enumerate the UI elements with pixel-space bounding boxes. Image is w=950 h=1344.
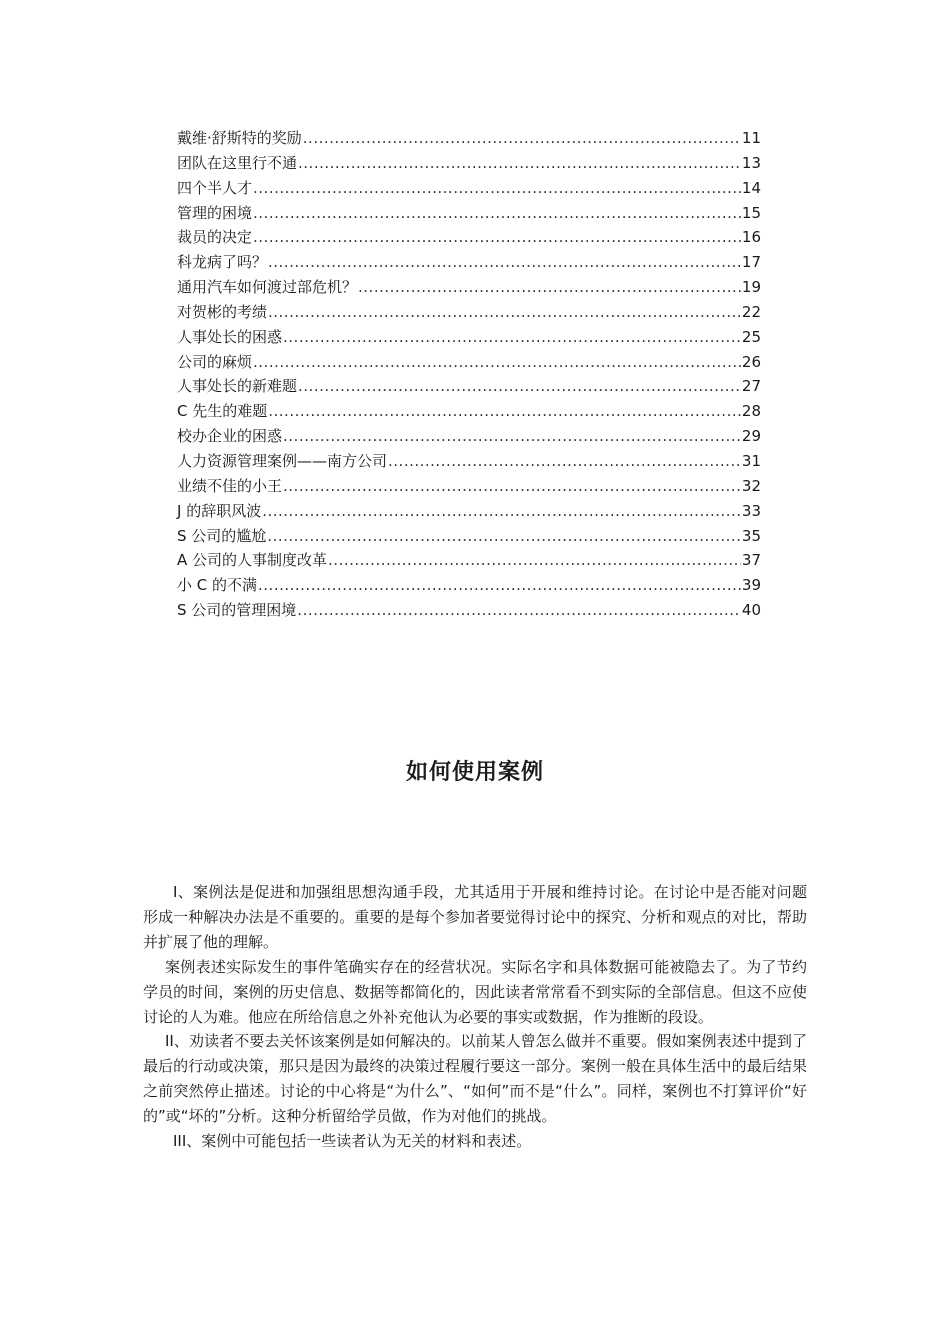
toc-dot-leader bbox=[298, 151, 741, 176]
toc-entry-page: 13 bbox=[741, 153, 761, 172]
toc-entry-title: 四个半人才 bbox=[177, 178, 253, 197]
toc-entry-page: 11 bbox=[741, 129, 761, 147]
toc-entry[interactable] bbox=[177, 573, 761, 598]
toc-entry-page: 37 bbox=[741, 551, 761, 570]
toc-entry[interactable] bbox=[177, 275, 761, 300]
toc-entry-title: 科龙病了吗？ bbox=[177, 253, 268, 272]
toc-entry-title: 业绩不佳的小王 bbox=[177, 476, 283, 495]
toc-entry-page: 35 bbox=[741, 526, 761, 545]
toc-dot-leader bbox=[268, 300, 741, 325]
toc-dot-leader bbox=[283, 325, 741, 350]
toc-dot-leader bbox=[303, 126, 741, 151]
body-paragraph: III、案例中可能包括一些读者认为无关的材料和表述。 bbox=[173, 1132, 532, 1151]
toc-entry[interactable] bbox=[177, 350, 761, 375]
toc-entry[interactable] bbox=[177, 176, 761, 201]
toc-dot-leader bbox=[268, 250, 741, 275]
toc-dot-leader bbox=[267, 524, 741, 549]
toc-entry-title: 团队在这里行不通 bbox=[177, 153, 298, 172]
toc-entry-page: 32 bbox=[741, 476, 761, 495]
toc-entry-page: 26 bbox=[741, 352, 761, 371]
toc-entry-page: 28 bbox=[741, 402, 761, 421]
toc-entry-page: 25 bbox=[741, 327, 761, 346]
toc-entry-page: 31 bbox=[741, 451, 761, 470]
body-paragraph: I、案例法是促进和加强组思想沟通手段，尤其适用于开展和维持讨论。在讨论中是否能对问题形成一种解决办法是不重要的。重要的是每个参加者要觉得讨论中的探究、分析和观点的对比，帮助并扩展了他的理解。 bbox=[143, 883, 807, 951]
toc-dot-leader bbox=[253, 201, 741, 226]
toc-entry-page: 15 bbox=[741, 203, 761, 222]
toc-dot-leader bbox=[253, 176, 741, 201]
toc-entry-title: C 先生的难题 bbox=[177, 402, 268, 421]
toc-dot-leader bbox=[268, 399, 741, 424]
toc-entry[interactable] bbox=[177, 598, 761, 623]
toc-entry-title: 人事处长的新难题 bbox=[177, 377, 298, 396]
toc-entry-title: 公司的麻烦 bbox=[177, 352, 253, 371]
toc-entry-title: 校办企业的困惑 bbox=[177, 427, 283, 446]
toc-dot-leader bbox=[388, 449, 741, 474]
toc-entry[interactable] bbox=[177, 250, 761, 275]
toc-dot-leader bbox=[298, 374, 741, 399]
toc-entry[interactable] bbox=[177, 424, 761, 449]
toc-entry[interactable] bbox=[177, 126, 761, 151]
body-paragraph: 案例表述实际发生的事件笔确实存在的经营状况。实际名字和具体数据可能被隐去了。为了节约学员的时间，案例的历史信息、数据等都简化的，因此读者常常看不到实际的全部信息。但这不应使讨论的人为难。他应在所给信息之外补充他认为必要的事实或数据，作为推断的段设。 bbox=[143, 957, 807, 1026]
toc-entry[interactable] bbox=[177, 499, 761, 524]
toc-entry[interactable] bbox=[177, 399, 761, 424]
toc-entry-title: 人事处长的困惑 bbox=[177, 327, 283, 346]
toc-entry[interactable] bbox=[177, 225, 761, 250]
toc-entry-page: 27 bbox=[741, 377, 761, 396]
toc-dot-leader bbox=[328, 548, 741, 573]
toc-dot-leader bbox=[358, 275, 741, 300]
toc-entry[interactable] bbox=[177, 201, 761, 226]
toc-entry-title: 通用汽车如何渡过部危机？ bbox=[177, 278, 358, 297]
toc-entry[interactable] bbox=[177, 325, 761, 350]
toc-entry-page: 29 bbox=[741, 427, 761, 446]
toc-entry[interactable] bbox=[177, 300, 761, 325]
toc-entry-page: 39 bbox=[741, 576, 761, 595]
toc-entry[interactable] bbox=[177, 449, 761, 474]
toc-entry[interactable] bbox=[177, 151, 761, 176]
section-heading: 如何使用案例 bbox=[405, 759, 544, 785]
toc-entry[interactable] bbox=[177, 474, 761, 499]
toc-entry-page: 33 bbox=[741, 501, 761, 520]
toc-dot-leader bbox=[283, 474, 741, 499]
toc-entry-page: 17 bbox=[741, 253, 761, 272]
toc-entry-title: 小 C 的不满 bbox=[177, 576, 258, 595]
toc-entry-page: 22 bbox=[741, 302, 761, 321]
toc-entry-title: 对贺彬的考绩 bbox=[177, 302, 268, 321]
toc-entry[interactable] bbox=[177, 548, 761, 573]
section-body bbox=[143, 880, 807, 1154]
table-of-contents bbox=[177, 126, 761, 623]
toc-entry-title: 人力资源管理案例——南方公司 bbox=[177, 451, 388, 470]
toc-dot-leader bbox=[253, 350, 741, 375]
toc-entry-page: 16 bbox=[741, 228, 761, 247]
toc-dot-leader bbox=[262, 499, 741, 524]
toc-entry-title: 裁员的决定 bbox=[177, 228, 253, 247]
toc-entry-page: 19 bbox=[741, 278, 761, 297]
toc-entry-title: S 公司的尴尬 bbox=[177, 526, 267, 545]
toc-dot-leader bbox=[297, 598, 741, 623]
toc-dot-leader bbox=[258, 573, 741, 598]
toc-entry-title: A 公司的人事制度改革 bbox=[177, 551, 328, 570]
toc-entry-title: J 的辞职风波 bbox=[177, 501, 262, 520]
toc-entry-page: 14 bbox=[741, 178, 761, 197]
toc-entry[interactable] bbox=[177, 374, 761, 399]
toc-entry-title: S 公司的管理困境 bbox=[177, 601, 297, 620]
toc-dot-leader bbox=[283, 424, 741, 449]
toc-entry-title: 戴维·舒斯特的奖励 bbox=[177, 129, 302, 147]
toc-entry[interactable] bbox=[177, 524, 761, 549]
toc-entry-title: 管理的困境 bbox=[177, 203, 253, 222]
toc-dot-leader bbox=[253, 225, 741, 250]
toc-entry-page: 40 bbox=[741, 601, 761, 620]
body-paragraph: II、劝读者不要去关怀该案例是如何解决的。以前某人曾怎么做并不重要。假如案例表述中提到了最后的行动或决策，那只是因为最终的决策过程履行要这一部分。案例一般在具体生活中的最后结果之前突然停止描述。讨论的中心将是“为什么”、“如何”而不是“什么”。同样，案例也不打算评价“好的”或“坏的”分析。这种分析留给学员做，作为对他们的挑战。 bbox=[143, 1032, 807, 1126]
